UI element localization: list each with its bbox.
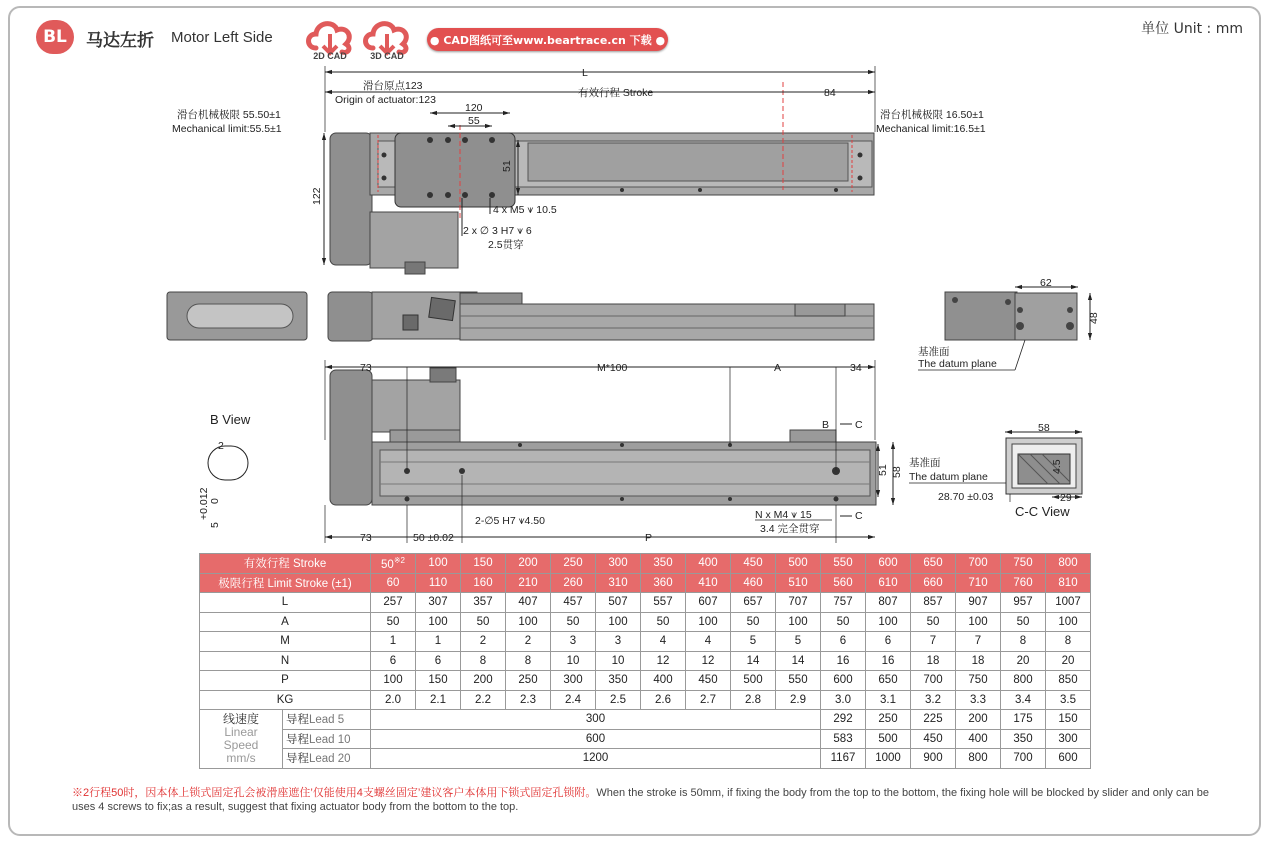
table-cell: 50 bbox=[1001, 612, 1046, 632]
table-cell: 100 bbox=[596, 612, 641, 632]
header-cell: 700 bbox=[956, 554, 1001, 574]
table-cell: 2.8 bbox=[731, 690, 776, 710]
table-cell: 18 bbox=[956, 651, 1001, 671]
note-thru: 2.5贯穿 bbox=[488, 239, 524, 251]
header-cell: 110 bbox=[416, 573, 461, 593]
lead-value: Lead 10 bbox=[309, 733, 351, 746]
header-cell: 460 bbox=[731, 573, 776, 593]
table-cell: 6 bbox=[866, 632, 911, 652]
table-cell: 457 bbox=[551, 593, 596, 613]
table-cell: 2.3 bbox=[506, 690, 551, 710]
dim-stroke: 有效行程 Stroke bbox=[578, 87, 654, 99]
dim-m100: M*100 bbox=[597, 362, 628, 374]
table-cell: 10 bbox=[551, 651, 596, 671]
spec-table bbox=[199, 553, 1091, 769]
label-C-top: C bbox=[855, 419, 863, 431]
header-cell: 210 bbox=[506, 573, 551, 593]
table-cell: 14 bbox=[731, 651, 776, 671]
table-cell: 50 bbox=[731, 612, 776, 632]
top-view bbox=[172, 66, 986, 274]
dim-73-bottom: 73 bbox=[360, 532, 372, 544]
header-cell: 260 bbox=[551, 573, 596, 593]
speed-span-cell: 600 bbox=[371, 729, 821, 749]
row-label: P bbox=[200, 671, 371, 691]
speed-cell: 1167 bbox=[821, 749, 866, 769]
table-cell: 2.9 bbox=[776, 690, 821, 710]
table-cell: 800 bbox=[1001, 671, 1046, 691]
table-cell: 7 bbox=[956, 632, 1001, 652]
table-cell: 4 bbox=[686, 632, 731, 652]
table-cell: 100 bbox=[686, 612, 731, 632]
speed-cell: 250 bbox=[866, 710, 911, 730]
table-cell: 2 bbox=[506, 632, 551, 652]
dim-2: 2 bbox=[218, 440, 224, 452]
cc-view-title: C-C View bbox=[1015, 504, 1070, 519]
mech-limit-right-en: Mechanical limit:16.5±1 bbox=[876, 123, 986, 135]
speed-cell: 150 bbox=[1046, 710, 1091, 730]
table-cell: 8 bbox=[461, 651, 506, 671]
speed-label-line: mm/s bbox=[226, 750, 256, 765]
table-cell: 4 bbox=[641, 632, 686, 652]
dim-51-top: 51 bbox=[501, 160, 513, 172]
header-cell: 50$^{※2}$ bbox=[371, 554, 416, 574]
dim-29: 29 bbox=[1060, 492, 1072, 504]
lead-cn: 导程 bbox=[286, 714, 309, 727]
datum-cn-1: 基准面 bbox=[918, 346, 950, 358]
header-cell: 510 bbox=[776, 573, 821, 593]
table-cell: 20 bbox=[1001, 651, 1046, 671]
table-header-row bbox=[200, 554, 1091, 574]
table-cell: 6 bbox=[371, 651, 416, 671]
table-cell: 8 bbox=[1001, 632, 1046, 652]
table-cell: 3.4 bbox=[1001, 690, 1046, 710]
table-cell: 1007 bbox=[1046, 593, 1091, 613]
dim-tol: +0.012 bbox=[198, 487, 210, 520]
header-cell: 250 bbox=[551, 554, 596, 574]
unit-label: 单位 Unit : mm bbox=[1141, 21, 1243, 37]
table-cell: 2.6 bbox=[641, 690, 686, 710]
footnote-marker: ※2 bbox=[393, 555, 405, 565]
cad-download-link[interactable]: ● CAD图纸可至www.beartrace.cn 下载 ● bbox=[427, 28, 668, 51]
row-label: L bbox=[200, 593, 371, 613]
dim-48: 48 bbox=[1088, 312, 1100, 324]
dim-51-bottom: 51 bbox=[877, 464, 889, 476]
table-cell: 700 bbox=[911, 671, 956, 691]
dim-34: 34 bbox=[850, 362, 862, 374]
table-cell: 16 bbox=[821, 651, 866, 671]
table-cell: 100 bbox=[956, 612, 1001, 632]
header-cell: 800 bbox=[1046, 554, 1091, 574]
table-cell: 400 bbox=[641, 671, 686, 691]
table-cell: 3 bbox=[596, 632, 641, 652]
table-cell: 8 bbox=[1046, 632, 1091, 652]
table-cell: 100 bbox=[1046, 612, 1091, 632]
header-cell: 710 bbox=[956, 573, 1001, 593]
datum-en-2: The datum plane bbox=[909, 471, 988, 483]
note-pin: 2-∅5 H7 ⩛4.50 bbox=[475, 515, 545, 527]
table-cell: 100 bbox=[371, 671, 416, 691]
table-cell: 2.5 bbox=[596, 690, 641, 710]
header-cell: 500 bbox=[776, 554, 821, 574]
table-cell: 307 bbox=[416, 593, 461, 613]
b-view bbox=[198, 412, 251, 528]
speed-cell: 350 bbox=[1001, 729, 1046, 749]
table-cell: 50 bbox=[371, 612, 416, 632]
table-cell: 250 bbox=[506, 671, 551, 691]
cad-3d-label: 3D CAD bbox=[370, 51, 404, 61]
speed-row bbox=[200, 710, 1091, 730]
table-cell: 450 bbox=[686, 671, 731, 691]
table-cell: 18 bbox=[911, 651, 956, 671]
table-cell: 12 bbox=[686, 651, 731, 671]
speed-cell: 800 bbox=[956, 749, 1001, 769]
speed-row bbox=[200, 749, 1091, 769]
speed-row bbox=[200, 729, 1091, 749]
table-cell: 2.1 bbox=[416, 690, 461, 710]
table-cell: 6 bbox=[416, 651, 461, 671]
table-cell: 100 bbox=[506, 612, 551, 632]
table-row bbox=[200, 632, 1091, 652]
mech-limit-left-en: Mechanical limit:55.5±1 bbox=[172, 123, 282, 135]
header-cell: 450 bbox=[731, 554, 776, 574]
table-cell: 257 bbox=[371, 593, 416, 613]
dim-50: 50 ±0.02 bbox=[413, 532, 454, 544]
table-cell: 5 bbox=[731, 632, 776, 652]
table-cell: 2.2 bbox=[461, 690, 506, 710]
label-C-bottom: C bbox=[855, 510, 863, 522]
note-m5: 4 x M5 ⩛ 10.5 bbox=[493, 204, 557, 216]
header-cell: 60 bbox=[371, 573, 416, 593]
side-view bbox=[167, 292, 874, 341]
dim-122: 122 bbox=[311, 187, 323, 205]
origin-cn: 滑台原点123 bbox=[363, 80, 423, 92]
page-title-en: Motor Left Side bbox=[171, 29, 273, 46]
header-cell: 550 bbox=[821, 554, 866, 574]
table-cell: 7 bbox=[911, 632, 956, 652]
table-cell: 5 bbox=[776, 632, 821, 652]
dim-tol0: 0 bbox=[209, 498, 221, 504]
dim-120: 120 bbox=[465, 102, 483, 114]
origin-en: Origin of actuator:123 bbox=[335, 94, 436, 106]
note-h7: 2 x ∅ 3 H7 ⩛ 6 bbox=[463, 225, 532, 237]
speed-cell: 450 bbox=[911, 729, 956, 749]
table-cell: 3.2 bbox=[911, 690, 956, 710]
header-cell: 100 bbox=[416, 554, 461, 574]
table-cell: 2.4 bbox=[551, 690, 596, 710]
speed-label-line: 线速度 bbox=[222, 711, 259, 726]
table-cell: 607 bbox=[686, 593, 731, 613]
header-cell: 650 bbox=[911, 554, 956, 574]
lead-label bbox=[283, 710, 371, 730]
dim-55: 55 bbox=[468, 115, 480, 127]
table-cell: 50 bbox=[821, 612, 866, 632]
header-cell: 200 bbox=[506, 554, 551, 574]
dim-A: A bbox=[774, 362, 782, 374]
header-cell: 610 bbox=[866, 573, 911, 593]
table-cell: 907 bbox=[956, 593, 1001, 613]
table-cell: 350 bbox=[596, 671, 641, 691]
speed-cell: 900 bbox=[911, 749, 956, 769]
table-cell: 3.1 bbox=[866, 690, 911, 710]
table-cell: 3 bbox=[551, 632, 596, 652]
mech-limit-right-cn: 滑台机械极限 16.50±1 bbox=[880, 109, 984, 121]
speed-label bbox=[200, 710, 283, 769]
row-label: A bbox=[200, 612, 371, 632]
table-cell: 2.0 bbox=[371, 690, 416, 710]
lead-value: Lead 5 bbox=[309, 714, 345, 727]
page-title-cn: 马达左折 bbox=[86, 31, 154, 51]
table-cell: 50 bbox=[461, 612, 506, 632]
table-cell: 6 bbox=[821, 632, 866, 652]
dim-P: P bbox=[645, 532, 653, 544]
table-cell: 50 bbox=[551, 612, 596, 632]
speed-cell: 500 bbox=[866, 729, 911, 749]
dim-58-cc: 58 bbox=[1038, 422, 1050, 434]
table-cell: 3.3 bbox=[956, 690, 1001, 710]
note-thru2: 3.4 完全贯穿 bbox=[760, 523, 820, 535]
header-cell: 160 bbox=[461, 573, 506, 593]
table-row bbox=[200, 651, 1091, 671]
footnote-en: When the stroke is 50mm, if fixing the body from the top to the bottom, the fixing hole will be blocked by slider and only can be uses 4 screws to fix;as a result, suggest that fixing actuator body from the bottom to the top. bbox=[72, 787, 1210, 813]
footnote bbox=[72, 786, 1222, 814]
table-cell: 807 bbox=[866, 593, 911, 613]
speed-cell: 400 bbox=[956, 729, 1001, 749]
table-cell: 2 bbox=[461, 632, 506, 652]
speed-cell: 292 bbox=[821, 710, 866, 730]
label-B: B bbox=[822, 419, 830, 431]
table-cell: 957 bbox=[1001, 593, 1046, 613]
dim-45: 4.5 bbox=[1051, 459, 1063, 474]
datum-en-1: The datum plane bbox=[918, 358, 997, 370]
table-cell: 20 bbox=[1046, 651, 1091, 671]
lead-cn: 导程 bbox=[286, 753, 309, 766]
header-cell: 560 bbox=[821, 573, 866, 593]
speed-cell: 600 bbox=[1046, 749, 1091, 769]
b-view-title: B View bbox=[210, 412, 251, 427]
header-cell: 410 bbox=[686, 573, 731, 593]
header-cell: 750 bbox=[1001, 554, 1046, 574]
table-row bbox=[200, 593, 1091, 613]
speed-label-line: Linear bbox=[224, 724, 258, 739]
cc-view bbox=[909, 422, 1082, 519]
header-cell: 350 bbox=[641, 554, 686, 574]
header-cell: 810 bbox=[1046, 573, 1091, 593]
table-cell: 14 bbox=[776, 651, 821, 671]
datum-cn-2: 基准面 bbox=[909, 457, 941, 469]
table-cell: 500 bbox=[731, 671, 776, 691]
table-cell: 507 bbox=[596, 593, 641, 613]
header-cell: 360 bbox=[641, 573, 686, 593]
dim-2870: 28.70 ±0.03 bbox=[938, 491, 994, 503]
table-row bbox=[200, 690, 1091, 710]
table-cell: 550 bbox=[776, 671, 821, 691]
dim-58-bottom: 58 bbox=[891, 466, 903, 478]
table-cell: 100 bbox=[416, 612, 461, 632]
lead-label bbox=[283, 749, 371, 769]
lead-label bbox=[283, 729, 371, 749]
speed-span-cell: 1200 bbox=[371, 749, 821, 769]
table-cell: 657 bbox=[731, 593, 776, 613]
row-label: M bbox=[200, 632, 371, 652]
table-header-row bbox=[200, 573, 1091, 593]
lead-value: Lead 20 bbox=[309, 753, 351, 766]
table-cell: 150 bbox=[416, 671, 461, 691]
table-cell: 557 bbox=[641, 593, 686, 613]
speed-span-cell: 300 bbox=[371, 710, 821, 730]
row-label: 有效行程 Stroke bbox=[200, 554, 371, 574]
speed-cell: 225 bbox=[911, 710, 956, 730]
speed-cell: 175 bbox=[1001, 710, 1046, 730]
table-row bbox=[200, 671, 1091, 691]
table-cell: 757 bbox=[821, 593, 866, 613]
row-label: 极限行程 Limit Stroke (±1) bbox=[200, 573, 371, 593]
table-cell: 650 bbox=[866, 671, 911, 691]
dim-84: 84 bbox=[824, 87, 836, 99]
header-cell: 600 bbox=[866, 554, 911, 574]
table-cell: 357 bbox=[461, 593, 506, 613]
cad-2d-label: 2D CAD bbox=[313, 51, 347, 61]
speed-cell: 583 bbox=[821, 729, 866, 749]
table-cell: 100 bbox=[776, 612, 821, 632]
table-cell: 3.5 bbox=[1046, 690, 1091, 710]
table-cell: 1 bbox=[371, 632, 416, 652]
note-nm4: N x M4 ⩛ 15 bbox=[755, 509, 812, 521]
end-view bbox=[918, 277, 1100, 370]
table-cell: 1 bbox=[416, 632, 461, 652]
table-cell: 850 bbox=[1046, 671, 1091, 691]
row-label: KG bbox=[200, 690, 371, 710]
model-badge: BL bbox=[36, 20, 74, 54]
header-cell: 310 bbox=[596, 573, 641, 593]
dim-62: 62 bbox=[1040, 277, 1052, 289]
speed-cell: 300 bbox=[1046, 729, 1091, 749]
table-cell: 200 bbox=[461, 671, 506, 691]
header-cell: 300 bbox=[596, 554, 641, 574]
table-cell: 407 bbox=[506, 593, 551, 613]
bottom-view bbox=[325, 360, 903, 544]
speed-cell: 1000 bbox=[866, 749, 911, 769]
row-label: N bbox=[200, 651, 371, 671]
speed-cell: 200 bbox=[956, 710, 1001, 730]
speed-label-line: Speed bbox=[223, 737, 259, 752]
header-cell: 660 bbox=[911, 573, 956, 593]
lead-cn: 导程 bbox=[286, 733, 309, 746]
table-cell: 8 bbox=[506, 651, 551, 671]
table-cell: 707 bbox=[776, 593, 821, 613]
table-cell: 50 bbox=[911, 612, 956, 632]
table-cell: 2.7 bbox=[686, 690, 731, 710]
mech-limit-left-cn: 滑台机械极限 55.50±1 bbox=[177, 109, 281, 121]
table-cell: 300 bbox=[551, 671, 596, 691]
table-cell: 857 bbox=[911, 593, 956, 613]
table-cell: 600 bbox=[821, 671, 866, 691]
table-cell: 750 bbox=[956, 671, 1001, 691]
header-cell: 150 bbox=[461, 554, 506, 574]
dim-L: L bbox=[582, 67, 588, 79]
dim-5: 5 bbox=[209, 522, 221, 528]
table-row bbox=[200, 612, 1091, 632]
dim-73-top: 73 bbox=[360, 362, 372, 374]
speed-cell: 700 bbox=[1001, 749, 1046, 769]
table-cell: 3.0 bbox=[821, 690, 866, 710]
table-cell: 10 bbox=[596, 651, 641, 671]
table-cell: 100 bbox=[866, 612, 911, 632]
table-cell: 12 bbox=[641, 651, 686, 671]
footnote-cn: ※2行程50时，因本体上锁式固定孔会被滑座遮住’仅能使用4支螺丝固定’建议客户本体用下锁式固定孔锁附。 bbox=[72, 787, 597, 799]
table-cell: 50 bbox=[641, 612, 686, 632]
header-cell: 760 bbox=[1001, 573, 1046, 593]
header-cell: 400 bbox=[686, 554, 731, 574]
table-cell: 16 bbox=[866, 651, 911, 671]
